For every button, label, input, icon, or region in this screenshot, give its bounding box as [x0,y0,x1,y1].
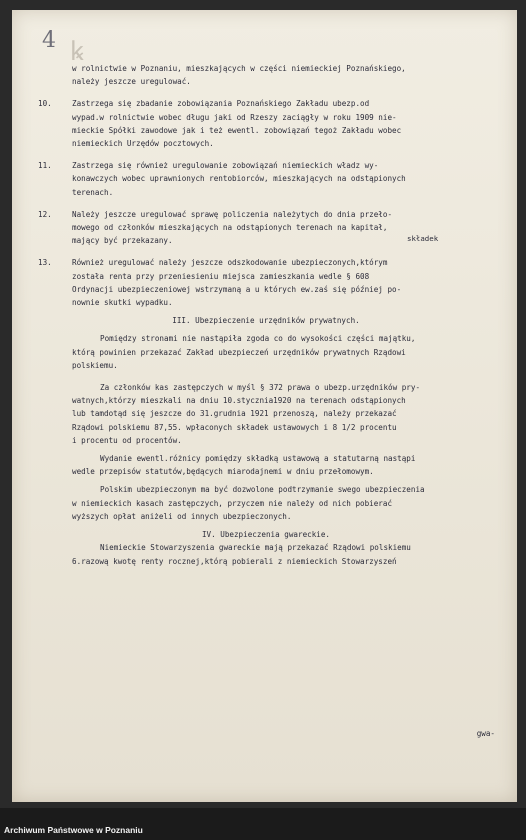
section-iii-paragraph [26,332,506,372]
catchword: gwa- [476,729,495,738]
text-line: lub tamdotąd się jeszcze do 31.grudnia 1921 przenoszą, należy przekazać [72,409,397,419]
text-line: w rolnictwie w Poznaniu, mieszkających w części niemieckiej Poznańskiego, [72,64,406,73]
paragraph-11 [26,159,506,199]
text-line: należy jeszcze uregulować. [72,77,191,87]
text-line: wyższych opłat aniżeli od innych ubezpieczonych. [72,511,292,521]
paragraph-continuation [26,62,506,88]
document-text [26,62,506,568]
section-iii-paragraph [26,452,506,478]
text-line: w niemieckich kasach zastępczych, przyczem nie należy od nich pobierać [72,498,393,508]
text-line: Zastrzega się również uregulowanie zobowiązań niemieckich władz wy- [72,161,379,171]
text-line: Niemieckie Stowarzyszenia gwareckie mają przekazać Rządowi polskiemu [100,543,411,553]
text-line: Wydanie ewentl.różnicy pomiędzy składką ustawową a statutarną nastąpi [100,454,416,464]
paragraph-13 [26,256,506,309]
text-line: niemieckich Urzędów pocztowych. [72,139,214,149]
paragraph-10 [26,97,506,150]
archive-footer-bar [0,808,526,840]
text-line: Pomiędzy stronami nie nastąpiła zgoda co do wysokości części majątku, [100,334,416,344]
text-line: mający być przekazany. [72,236,173,246]
paragraph-number: 12. [38,209,52,219]
document-page [12,10,517,802]
text-line: Ordynacji ubezpieczeniowej wstrzymaną a u których ew.zaś się później po- [72,284,402,294]
text-line: Rządowi polskiemu 87,55. wpłaconych składek ustawowych i 8 1/2 procentu [72,422,397,432]
text-line: Zastrzega się zbadanie zobowiązania Poznańskiego Zakładu ubezp.od [72,99,370,109]
section-iv-paragraph [26,541,506,567]
paragraph-number: 11. [38,161,52,171]
bleed-through-mark: ꝃ [70,37,84,67]
folio-number: 4 [42,28,56,53]
text-line: wypad.w rolnictwie wobec długu jaki od Rzeszy zaciągły w roku 1909 nie- [72,112,397,122]
text-line: konawczych wobec uprawnionych rentobiorców, mieszkających na odstąpionych [72,174,406,184]
heading-text: IV. Ubezpieczenia gwareckie. [201,530,330,540]
text-line: nownie skutki wypadku. [72,298,173,308]
paragraph-number: 10. [38,99,52,109]
interlinear-insertion: składek [407,234,439,243]
text-line: Również uregulować należy jeszcze odszkodowanie ubezpieczonych,którym [72,258,388,268]
text-line: terenach. [72,187,114,197]
section-heading-iii [26,314,506,327]
text-line: mowego od członków mieszkających na odstąpionych terenach na kapitał, [72,223,388,233]
heading-text: III. Ubezpieczenie urzędników prywatnych. [172,316,360,326]
text-line: wedle przepisów statutów,będących miarodajnemi w dniu przełomowym. [72,467,374,477]
text-line: 6.razową kwotę renty rocznej,którą pobierali z niemieckich Stowarzyszeń [72,556,397,566]
section-heading-iv [26,528,506,541]
text-line: polskiemu. [72,360,118,370]
section-iii-paragraph [26,483,506,523]
archive-name: Archiwum Państwowe w Poznaniu [4,825,143,835]
section-iii-paragraph [26,381,506,447]
text-line: którą powinien przekazać Zakład ubezpieczeń urzędników prywatnych Rządowi [72,347,406,357]
text-line: watnych,którzy mieszkali na dniu 10.stycznia1920 na terenach odstąpionych [72,396,406,406]
text-line: Polskim ubezpieczonym ma być dozwolone podtrzymanie swego ubezpieczenia [100,485,425,495]
text-line: została renta przy przeniesieniu miejsca zamieszkania wedle § 608 [72,271,370,281]
text-line: Za członków kas zastępczych w myśl § 372 prawa o ubezp.urzędników pry- [100,383,421,393]
text-line: mieckie Spółki zawodowe jak i też ewentl. zobowiązań tegoż Zakładu wobec [72,125,402,135]
paragraph-number: 13. [38,258,52,268]
text-line: i procentu od procentów. [72,435,182,445]
text-line: Należy jeszcze uregulować sprawę policzenia należytych do dnia przeło- [72,209,393,219]
